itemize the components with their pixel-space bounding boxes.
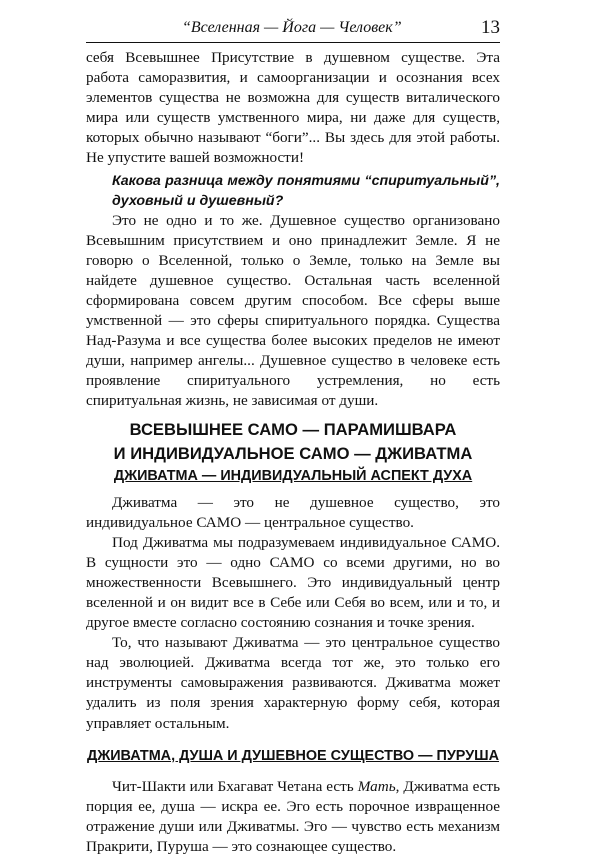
paragraph-6-end: , Дживатма есть порция ее, душа — искра ее. Эго есть порочное извращенное отражение души или Дживатмы. Эго — чувство есть механизм Пракрити, Пуруша — это сознающее существо. [86,777,500,855]
section-heading-line-1: ВСЕВЫШНЕЕ САМО — ПАРАМИШВАРА [129,419,457,439]
subheading-purusha: ДЖИВАТМА, ДУША И ДУШЕВНОЕ СУЩЕСТВО — ПУРУША [86,747,500,764]
question-heading: Какова разница между понятиями “спиритуальный”, духовный и душевный? [112,172,500,209]
page-header [86,16,500,43]
page-body [86,48,500,857]
section-heading [86,418,500,466]
paragraph-3: Дживатма — это не душевное существо, это индивидуальное САМО — центральное существо. [86,493,500,531]
paragraph-4: Под Дживатма мы подразумеваем индивидуальное САМО. В сущности это — одно САМО со всеми другими, но во множественности Всевышнего. Это индивидуальный центр вселенной и он видит все в Себе или Себя во всем, или и то, и другое вместе согласно состоянию сознания и точке зрения. [86,533,500,632]
paragraph-1: себя Всевышнее Присутствие в душевном существе. Эта работа саморазвития, и самоорганизации и осознания всех элементов существа не возможна для существ виталического мира или существ умственного мира, ни даже для существ, которых обычно называют “боги”... Вы здесь для этой работы. Не упустите вашей возможности! [86,49,500,167]
paragraph-5: То, что называют Дживатма — это центральное существо над эволюцией. Дживатма всегда тот же, это только его инструменты самовыражения развиваются. Дживатма может удалить из поля зрения характерную форму себя, которая управляет остальным. [86,634,500,732]
paragraph-6 [86,777,500,857]
subheading-jivatma-aspect: ДЖИВАТМА — ИНДИВИДУАЛЬНЫЙ АСПЕКТ ДУХА [113,467,473,484]
page-number: 13 [481,17,500,38]
paragraph-2: Это не одно и то же. Душевное существо организовано Всевышним присутствием и оно принадлежит Земле. Я не говорю о Вселенной, только о Земле, только на Земле вы найдете душевное существо. Остальная часть вселенной сформирована совсем другим способом. Все сферы выше умственной — это сферы спиритуального порядка. Существа Над-Разума и все существа более высоких пределов не имеют души, например ангелы... Душевное существо в человеке есть проявление спиритуального устремления, но есть спиритуальная жизнь, не зависимая от души. [86,211,500,410]
paragraph-6-start: Чит-Шакти или Бхагават Четана есть [112,777,358,795]
running-head: “Вселенная — Йога — Человек” [182,19,402,36]
section-heading-line-2: И ИНДИВИДУАЛЬНОЕ САМО — ДЖИВАТМА [113,443,473,463]
paragraph-6-mother: Мать [357,777,396,795]
